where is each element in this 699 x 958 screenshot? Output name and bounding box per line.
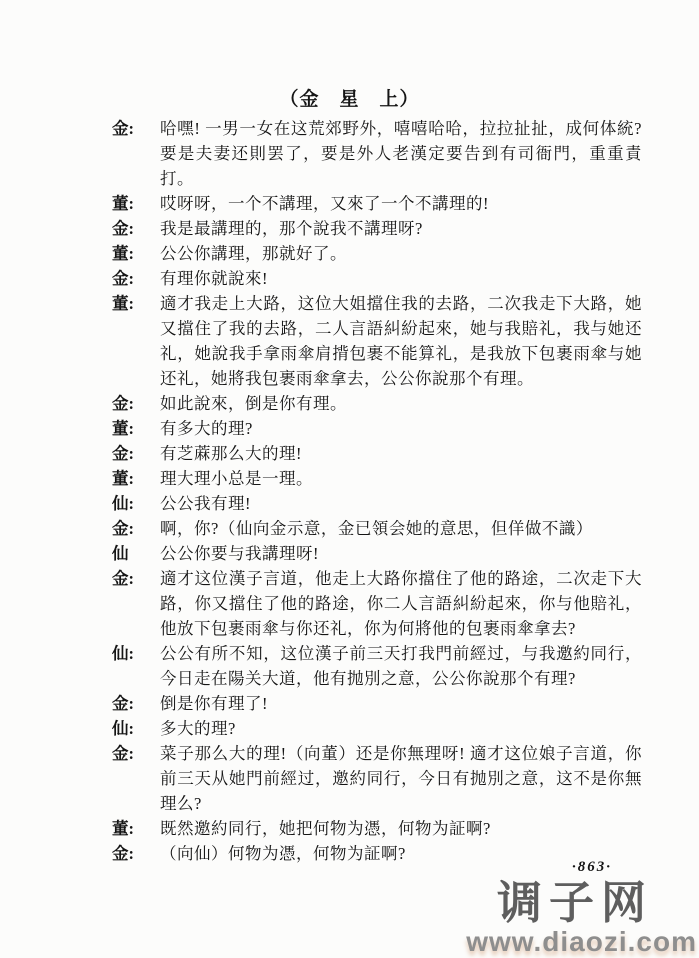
- speaker-label: 金:: [112, 269, 134, 288]
- page-number: ·863·: [572, 859, 612, 875]
- dialogue-line: [112, 516, 642, 541]
- dialogue-text: 適才我走上大路，这位大姐擋住我的去路，二次我走下大路，她又擋住了我的去路，二人言語糾紛起來，她与我賠礼，我与她还礼，她說我手拿雨傘肩揹包裹不能算礼，是我放下包裹雨傘与她还礼，她將我包裹雨傘拿去，公公你說那个有理。: [160, 294, 642, 388]
- dialogue-text: 理大理小总是一理。: [160, 469, 313, 488]
- dialogue-text: 有芝蔴那么大的理!: [160, 444, 302, 463]
- speaker-label: 金:: [112, 519, 134, 538]
- speaker-label: 金:: [112, 444, 134, 463]
- speaker-label: 金:: [112, 394, 134, 413]
- speaker-label: 董:: [112, 194, 134, 213]
- speaker-label: 金:: [112, 119, 134, 138]
- dialogue-text: 我是最講理的，那个說我不講理呀?: [160, 219, 423, 238]
- dialogue-line: [112, 266, 642, 291]
- dialogue-line: [112, 466, 642, 491]
- dialogue-text: 有理你就說來!: [160, 269, 268, 288]
- speaker-label: 仙:: [112, 644, 134, 663]
- dialogue-line: [112, 716, 642, 741]
- dialogue-line: [112, 441, 642, 466]
- speaker-label: 董:: [112, 244, 134, 263]
- speaker-label: 董:: [112, 419, 134, 438]
- speaker-label: 金:: [112, 569, 134, 588]
- speaker-label: 金:: [112, 844, 134, 863]
- dialogue-line: [112, 391, 642, 416]
- dialogue-line: [112, 116, 642, 191]
- dialogue-line: [112, 741, 642, 816]
- dialogue-line: [112, 491, 642, 516]
- dialogue-text: 公公我有理!: [160, 494, 251, 513]
- speaker-label: 金:: [112, 744, 134, 763]
- dialogue-line: [112, 291, 642, 391]
- dialogue-text: 公公你講理，那就好了。: [160, 244, 347, 263]
- speaker-label: 仙: [112, 544, 129, 563]
- speaker-label: 董:: [112, 469, 134, 488]
- dialogue-text: 啊，你?（仙向金示意，金已領会她的意思，但佯做不識）: [160, 519, 593, 538]
- dialogue-text: 哈嘿! 一男一女在这荒郊野外，嘻嘻哈哈，拉拉扯扯，成何体統?要是夫妻还則罢了，要是外人老漢定要告到有司衙門，重重責打。: [160, 119, 642, 188]
- dialogue-list: [0, 116, 699, 866]
- dialogue-text: 有多大的理?: [160, 419, 253, 438]
- watermark: [466, 877, 697, 957]
- stage-direction: （金 星 上）: [279, 89, 420, 110]
- speaker-label: 金:: [112, 219, 134, 238]
- site-name-watermark: 调子网: [496, 877, 653, 928]
- dialogue-text: 公公你要与我講理呀!: [160, 544, 319, 563]
- speaker-label: 仙:: [112, 719, 134, 738]
- dialogue-text: 如此說來，倒是你有理。: [160, 394, 347, 413]
- dialogue-line: [112, 566, 642, 641]
- speaker-label: 董:: [112, 294, 134, 313]
- dialogue-line: [112, 541, 642, 566]
- dialogue-text: 菜子那么大的理!（向董）还是你無理呀! 適才这位娘子言道，你前三天从她門前經过，邀約同行，今日有抛別之意，这不是你無理么?: [160, 744, 642, 813]
- dialogue-text: 哎呀呀，一个不講理，又來了一个不講理的!: [160, 194, 489, 213]
- speaker-label: 董:: [112, 819, 134, 838]
- dialogue-line: [112, 241, 642, 266]
- dialogue-line: [112, 841, 642, 866]
- dialogue-text: （向仙）何物为憑，何物为証啊?: [160, 844, 406, 863]
- dialogue-line: [112, 416, 642, 441]
- dialogue-line: [112, 216, 642, 241]
- speaker-label: 金:: [112, 694, 134, 713]
- dialogue-text: 公公有所不知，这位漢子前三天打我門前經过，与我邀約同行，今日走在陽关大道，他有抛別之意，公公你說那个有理?: [160, 644, 642, 688]
- dialogue-text: 既然邀約同行，她把何物为憑，何物为証啊?: [160, 819, 491, 838]
- dialogue-line: [112, 816, 642, 841]
- site-url-watermark: www.diaozi.com: [466, 926, 697, 957]
- dialogue-text: 多大的理?: [160, 719, 236, 738]
- dialogue-text: 倒是你有理了!: [160, 694, 268, 713]
- dialogue-text: 適才这位漢子言道，他走上大路你擋住了他的路途，二次走下大路，你又擋住了他的路途，你二人言語糾紛起來，你与他賠礼，他放下包裹雨傘与你还礼，你为何將他的包裹雨傘拿去?: [160, 569, 642, 638]
- dialogue-line: [112, 641, 642, 691]
- speaker-label: 仙:: [112, 494, 134, 513]
- dialogue-line: [112, 691, 642, 716]
- dialogue-line: [112, 191, 642, 216]
